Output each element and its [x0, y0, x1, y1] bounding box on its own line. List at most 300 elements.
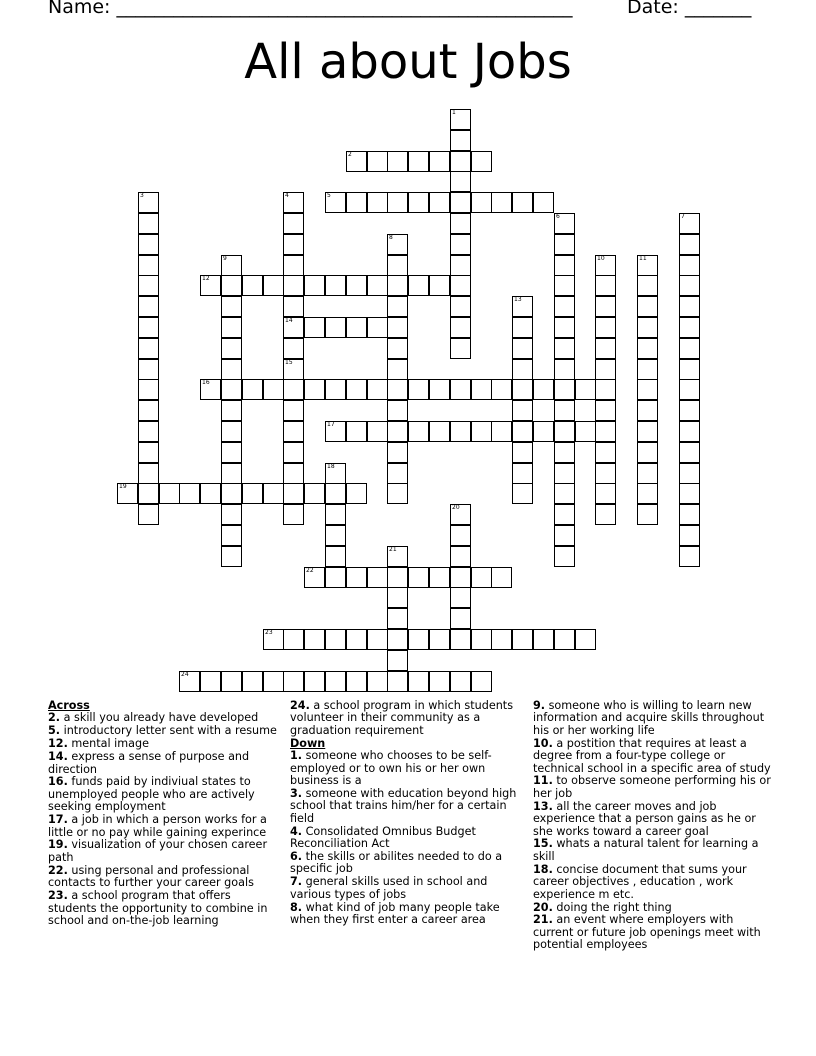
name-label: Name:	[48, 0, 111, 18]
grid-cell[interactable]	[367, 317, 388, 338]
clue-number: 10	[597, 255, 605, 262]
grid-cell[interactable]	[450, 171, 471, 192]
grid-cell[interactable]	[679, 400, 700, 421]
grid-cell[interactable]	[221, 671, 242, 692]
grid-cell[interactable]	[221, 338, 242, 359]
grid-cell[interactable]	[325, 317, 346, 338]
grid-cell[interactable]	[283, 255, 304, 276]
grid-cell[interactable]	[554, 546, 575, 567]
grid-cell[interactable]	[491, 192, 512, 213]
grid-cell[interactable]	[637, 504, 658, 525]
grid-cell[interactable]	[221, 255, 242, 276]
grid-cell[interactable]	[346, 421, 367, 442]
grid-cell[interactable]	[283, 275, 304, 296]
grid-cell[interactable]	[138, 275, 159, 296]
grid-cell[interactable]	[138, 442, 159, 463]
grid-cell[interactable]	[679, 463, 700, 484]
grid-cell[interactable]	[512, 400, 533, 421]
clue-number-label: 22.	[48, 863, 68, 877]
grid-cell[interactable]	[450, 213, 471, 234]
grid-cell[interactable]	[554, 463, 575, 484]
grid-cell[interactable]	[429, 192, 450, 213]
clue-number-label: 21.	[533, 913, 553, 927]
grid-cell[interactable]	[471, 629, 492, 650]
grid-cell[interactable]	[679, 296, 700, 317]
grid-cell[interactable]	[429, 671, 450, 692]
grid-cell[interactable]	[533, 379, 554, 400]
grid-cell[interactable]	[367, 192, 388, 213]
grid-cell[interactable]	[221, 359, 242, 380]
grid-cell[interactable]	[304, 629, 325, 650]
grid-cell[interactable]	[242, 483, 263, 504]
grid-cell[interactable]	[325, 421, 346, 442]
grid-cell[interactable]	[512, 442, 533, 463]
clue-number-label: 19.	[48, 838, 68, 852]
grid-cell[interactable]	[304, 483, 325, 504]
grid-cell[interactable]	[387, 275, 408, 296]
grid-cell[interactable]	[263, 629, 284, 650]
clue-text: visualization of your chosen career path	[48, 838, 268, 864]
grid-cell[interactable]	[325, 463, 346, 484]
grid-cell[interactable]	[283, 317, 304, 338]
grid-cell[interactable]	[263, 379, 284, 400]
grid-cell[interactable]	[450, 504, 471, 525]
across-clue	[48, 814, 280, 839]
down-clue	[533, 838, 773, 863]
grid-cell[interactable]	[491, 567, 512, 588]
grid-cell[interactable]	[387, 338, 408, 359]
grid-cell[interactable]	[325, 567, 346, 588]
grid-cell[interactable]	[283, 421, 304, 442]
grid-cell[interactable]	[595, 483, 616, 504]
grid-cell[interactable]	[512, 463, 533, 484]
grid-cell[interactable]	[283, 504, 304, 525]
grid-cell[interactable]	[325, 275, 346, 296]
grid-cell[interactable]	[595, 504, 616, 525]
grid-cell[interactable]	[471, 151, 492, 172]
grid-cell[interactable]	[450, 546, 471, 567]
grid-cell[interactable]	[554, 629, 575, 650]
clue-text: to observe someone performing his or her job	[533, 774, 771, 800]
grid-cell[interactable]	[450, 109, 471, 130]
clue-number: 12	[202, 275, 210, 282]
grid-cell[interactable]	[471, 671, 492, 692]
grid-cell[interactable]	[595, 317, 616, 338]
grid-cell[interactable]	[242, 379, 263, 400]
grid-cell[interactable]	[512, 296, 533, 317]
grid-cell[interactable]	[554, 234, 575, 255]
grid-cell[interactable]	[595, 296, 616, 317]
grid-cell[interactable]	[117, 483, 138, 504]
grid-cell[interactable]	[408, 192, 429, 213]
grid-cell[interactable]	[450, 192, 471, 213]
grid-cell[interactable]	[387, 234, 408, 255]
grid-cell[interactable]	[554, 296, 575, 317]
down-clue	[290, 788, 520, 825]
grid-cell[interactable]	[387, 192, 408, 213]
grid-cell[interactable]	[450, 671, 471, 692]
grid-cell[interactable]	[242, 671, 263, 692]
grid-cell[interactable]	[263, 275, 284, 296]
grid-cell[interactable]	[471, 379, 492, 400]
grid-cell[interactable]	[283, 463, 304, 484]
grid-cell[interactable]	[554, 359, 575, 380]
grid-cell[interactable]	[387, 587, 408, 608]
grid-cell[interactable]	[263, 671, 284, 692]
down-clue	[290, 902, 520, 927]
grid-cell[interactable]	[637, 400, 658, 421]
grid-cell[interactable]	[637, 379, 658, 400]
grid-cell[interactable]	[346, 192, 367, 213]
grid-cell[interactable]	[554, 483, 575, 504]
clue-text: introductory letter sent with a resume	[60, 724, 277, 738]
grid-cell[interactable]	[138, 400, 159, 421]
grid-cell[interactable]	[408, 671, 429, 692]
grid-cell[interactable]	[554, 213, 575, 234]
grid-cell[interactable]	[512, 359, 533, 380]
grid-cell[interactable]	[387, 255, 408, 276]
grid-cell[interactable]	[450, 525, 471, 546]
grid-cell[interactable]	[387, 442, 408, 463]
grid-cell[interactable]	[637, 317, 658, 338]
date-label: Date:	[627, 0, 679, 18]
down-clue	[290, 750, 520, 787]
grid-cell[interactable]	[512, 338, 533, 359]
grid-cell[interactable]	[221, 442, 242, 463]
grid-cell[interactable]	[159, 483, 180, 504]
grid-cell[interactable]	[346, 379, 367, 400]
grid-cell[interactable]	[450, 629, 471, 650]
grid-cell[interactable]	[450, 151, 471, 172]
clue-number-label: 1.	[290, 749, 303, 763]
grid-cell[interactable]	[283, 192, 304, 213]
grid-cell[interactable]	[554, 317, 575, 338]
grid-cell[interactable]	[637, 359, 658, 380]
grid-cell[interactable]	[554, 400, 575, 421]
grid-cell[interactable]	[138, 234, 159, 255]
grid-cell[interactable]	[450, 234, 471, 255]
grid-cell[interactable]	[387, 296, 408, 317]
grid-cell[interactable]	[138, 463, 159, 484]
grid-cell[interactable]	[554, 421, 575, 442]
grid-cell[interactable]	[138, 379, 159, 400]
grid-cell[interactable]	[221, 275, 242, 296]
grid-cell[interactable]	[138, 192, 159, 213]
grid-cell[interactable]	[221, 421, 242, 442]
grid-cell[interactable]	[575, 379, 596, 400]
grid-cell[interactable]	[637, 338, 658, 359]
clue-text: someone with education beyond high school that trains him/her for a certain field	[290, 786, 517, 825]
grid-cell[interactable]	[283, 359, 304, 380]
grid-cell[interactable]	[679, 317, 700, 338]
grid-cell[interactable]	[595, 275, 616, 296]
grid-cell[interactable]	[387, 567, 408, 588]
grid-cell[interactable]	[512, 629, 533, 650]
down-clue	[533, 738, 773, 775]
grid-cell[interactable]	[679, 234, 700, 255]
grid-cell[interactable]	[138, 296, 159, 317]
grid-cell[interactable]	[450, 296, 471, 317]
grid-cell[interactable]	[595, 255, 616, 276]
grid-cell[interactable]	[408, 151, 429, 172]
grid-cell[interactable]	[554, 255, 575, 276]
grid-cell[interactable]	[679, 421, 700, 442]
grid-cell[interactable]	[450, 275, 471, 296]
page-title: All about Jobs	[244, 34, 572, 90]
grid-cell[interactable]	[679, 213, 700, 234]
grid-cell[interactable]	[679, 275, 700, 296]
grid-cell[interactable]	[283, 442, 304, 463]
grid-cell[interactable]	[367, 567, 388, 588]
grid-cell[interactable]	[221, 483, 242, 504]
grid-cell[interactable]	[283, 338, 304, 359]
grid-cell[interactable]	[283, 213, 304, 234]
grid-cell[interactable]	[450, 338, 471, 359]
grid-cell[interactable]	[679, 338, 700, 359]
grid-cell[interactable]	[387, 317, 408, 338]
grid-cell[interactable]	[387, 151, 408, 172]
grid-cell[interactable]	[283, 379, 304, 400]
grid-cell[interactable]	[138, 483, 159, 504]
grid-cell[interactable]	[512, 421, 533, 442]
grid-cell[interactable]	[367, 629, 388, 650]
down-clue	[533, 914, 773, 951]
clue-number: 15	[285, 359, 293, 366]
grid-cell[interactable]	[595, 442, 616, 463]
clue-text: an event where employers with current or future job openings meet with potential employees	[533, 913, 761, 952]
grid-cell[interactable]	[450, 587, 471, 608]
grid-cell[interactable]	[221, 400, 242, 421]
grid-cell[interactable]	[325, 629, 346, 650]
grid-cell[interactable]	[637, 255, 658, 276]
grid-cell[interactable]	[138, 213, 159, 234]
grid-cell[interactable]	[450, 130, 471, 151]
grid-cell[interactable]	[367, 275, 388, 296]
grid-cell[interactable]	[450, 608, 471, 629]
grid-cell[interactable]	[304, 567, 325, 588]
grid-cell[interactable]	[408, 629, 429, 650]
grid-cell[interactable]	[304, 317, 325, 338]
grid-cell[interactable]	[637, 421, 658, 442]
clue-number: 24	[181, 671, 189, 678]
grid-cell[interactable]	[408, 379, 429, 400]
grid-cell[interactable]	[138, 338, 159, 359]
grid-cell[interactable]	[325, 504, 346, 525]
grid-cell[interactable]	[325, 192, 346, 213]
grid-cell[interactable]	[221, 463, 242, 484]
grid-cell[interactable]	[138, 359, 159, 380]
grid-cell[interactable]	[575, 629, 596, 650]
grid-cell[interactable]	[533, 421, 554, 442]
grid-cell[interactable]	[491, 379, 512, 400]
grid-cell[interactable]	[138, 317, 159, 338]
clue-number-label: 23.	[48, 889, 68, 903]
grid-cell[interactable]	[346, 317, 367, 338]
grid-cell[interactable]	[471, 421, 492, 442]
clue-number: 17	[327, 421, 335, 428]
grid-cell[interactable]	[679, 359, 700, 380]
grid-cell[interactable]	[471, 567, 492, 588]
grid-cell[interactable]	[283, 483, 304, 504]
grid-cell[interactable]	[637, 463, 658, 484]
grid-cell[interactable]	[429, 421, 450, 442]
grid-cell[interactable]	[679, 379, 700, 400]
grid-cell[interactable]	[491, 421, 512, 442]
grid-cell[interactable]	[637, 275, 658, 296]
grid-cell[interactable]	[367, 671, 388, 692]
grid-cell[interactable]	[221, 379, 242, 400]
grid-cell[interactable]	[221, 317, 242, 338]
grid-cell[interactable]	[429, 379, 450, 400]
down-clue	[290, 876, 520, 901]
grid-cell[interactable]	[387, 421, 408, 442]
down-clue	[533, 864, 773, 901]
grid-cell[interactable]	[346, 151, 367, 172]
grid-cell[interactable]	[387, 359, 408, 380]
grid-cell[interactable]	[512, 379, 533, 400]
grid-cell[interactable]	[179, 671, 200, 692]
grid-cell[interactable]	[283, 296, 304, 317]
clue-number: 2	[348, 151, 352, 158]
grid-cell[interactable]	[450, 317, 471, 338]
grid-cell[interactable]	[387, 400, 408, 421]
grid-cell[interactable]	[429, 151, 450, 172]
grid-cell[interactable]	[138, 255, 159, 276]
grid-cell[interactable]	[408, 275, 429, 296]
grid-cell[interactable]	[367, 379, 388, 400]
grid-cell[interactable]	[554, 338, 575, 359]
grid-cell[interactable]	[387, 483, 408, 504]
grid-cell[interactable]	[367, 421, 388, 442]
grid-cell[interactable]	[304, 671, 325, 692]
grid-cell[interactable]	[512, 317, 533, 338]
grid-cell[interactable]	[679, 504, 700, 525]
grid-cell[interactable]	[408, 567, 429, 588]
grid-cell[interactable]	[263, 483, 284, 504]
grid-cell[interactable]	[387, 608, 408, 629]
grid-cell[interactable]	[221, 504, 242, 525]
grid-cell[interactable]	[450, 255, 471, 276]
grid-cell[interactable]	[325, 546, 346, 567]
clue-text: someone who chooses to be self-employed or to own his or her own business is a	[290, 749, 492, 787]
clue-number-label: 8.	[290, 900, 303, 914]
grid-cell[interactable]	[554, 275, 575, 296]
clue-number: 5	[327, 192, 331, 199]
grid-cell[interactable]	[679, 546, 700, 567]
grid-cell[interactable]	[346, 567, 367, 588]
grid-cell[interactable]	[367, 151, 388, 172]
grid-cell[interactable]	[138, 504, 159, 525]
grid-cell[interactable]	[575, 421, 596, 442]
grid-cell[interactable]	[533, 629, 554, 650]
grid-cell[interactable]	[554, 504, 575, 525]
grid-cell[interactable]	[346, 275, 367, 296]
grid-cell[interactable]	[554, 525, 575, 546]
grid-cell[interactable]	[595, 463, 616, 484]
grid-cell[interactable]	[138, 421, 159, 442]
grid-cell[interactable]	[283, 234, 304, 255]
grid-cell[interactable]	[346, 629, 367, 650]
grid-cell[interactable]	[679, 483, 700, 504]
grid-cell[interactable]	[221, 546, 242, 567]
clue-number: 7	[681, 213, 685, 220]
clue-text: funds paid by indiviual states to unemployed people who are actively seeking employment	[48, 775, 255, 814]
grid-cell[interactable]	[679, 442, 700, 463]
grid-cell[interactable]	[595, 421, 616, 442]
grid-cell[interactable]	[387, 463, 408, 484]
grid-cell[interactable]	[512, 192, 533, 213]
grid-cell[interactable]	[533, 192, 554, 213]
clue-text: all the career moves and job experience that a person gains as he or she works toward a career goal	[533, 799, 756, 838]
grid-cell[interactable]	[471, 192, 492, 213]
grid-cell[interactable]	[408, 421, 429, 442]
grid-cell[interactable]	[387, 671, 408, 692]
grid-cell[interactable]	[637, 483, 658, 504]
grid-cell[interactable]	[429, 275, 450, 296]
grid-cell[interactable]	[179, 483, 200, 504]
grid-cell[interactable]	[491, 629, 512, 650]
grid-cell[interactable]	[554, 442, 575, 463]
grid-cell[interactable]	[554, 379, 575, 400]
across-heading: Across	[48, 699, 90, 712]
down-clue	[290, 851, 520, 876]
grid-cell[interactable]	[325, 671, 346, 692]
grid-cell[interactable]	[346, 483, 367, 504]
grid-cell[interactable]	[325, 379, 346, 400]
grid-cell[interactable]	[429, 567, 450, 588]
grid-cell[interactable]	[221, 296, 242, 317]
grid-cell[interactable]	[325, 525, 346, 546]
grid-cell[interactable]	[595, 400, 616, 421]
grid-cell[interactable]	[200, 671, 221, 692]
grid-cell[interactable]	[679, 525, 700, 546]
grid-cell[interactable]	[221, 525, 242, 546]
grid-cell[interactable]	[387, 379, 408, 400]
grid-cell[interactable]	[450, 421, 471, 442]
clue-number: 16	[202, 379, 210, 386]
grid-cell[interactable]	[242, 275, 263, 296]
grid-cell[interactable]	[450, 379, 471, 400]
grid-cell[interactable]	[200, 483, 221, 504]
grid-cell[interactable]	[304, 275, 325, 296]
grid-cell[interactable]	[283, 671, 304, 692]
grid-cell[interactable]	[637, 296, 658, 317]
grid-cell[interactable]	[595, 379, 616, 400]
grid-cell[interactable]	[595, 359, 616, 380]
grid-cell[interactable]	[283, 400, 304, 421]
grid-cell[interactable]	[429, 629, 450, 650]
grid-cell[interactable]	[512, 483, 533, 504]
grid-cell[interactable]	[595, 338, 616, 359]
clue-number: 3	[140, 192, 144, 199]
grid-cell[interactable]	[200, 275, 221, 296]
grid-cell[interactable]	[679, 255, 700, 276]
grid-cell[interactable]	[387, 546, 408, 567]
grid-cell[interactable]	[346, 671, 367, 692]
grid-cell[interactable]	[450, 567, 471, 588]
clue-number-label: 7.	[290, 875, 303, 889]
grid-cell[interactable]	[387, 650, 408, 671]
grid-cell[interactable]	[387, 629, 408, 650]
grid-cell[interactable]	[325, 483, 346, 504]
grid-cell[interactable]	[283, 629, 304, 650]
clue-number: 4	[285, 192, 289, 199]
grid-cell[interactable]	[200, 379, 221, 400]
clue-number-label: 18.	[533, 862, 553, 876]
grid-cell[interactable]	[304, 379, 325, 400]
grid-cell[interactable]	[637, 442, 658, 463]
clue-number: 11	[639, 255, 647, 262]
